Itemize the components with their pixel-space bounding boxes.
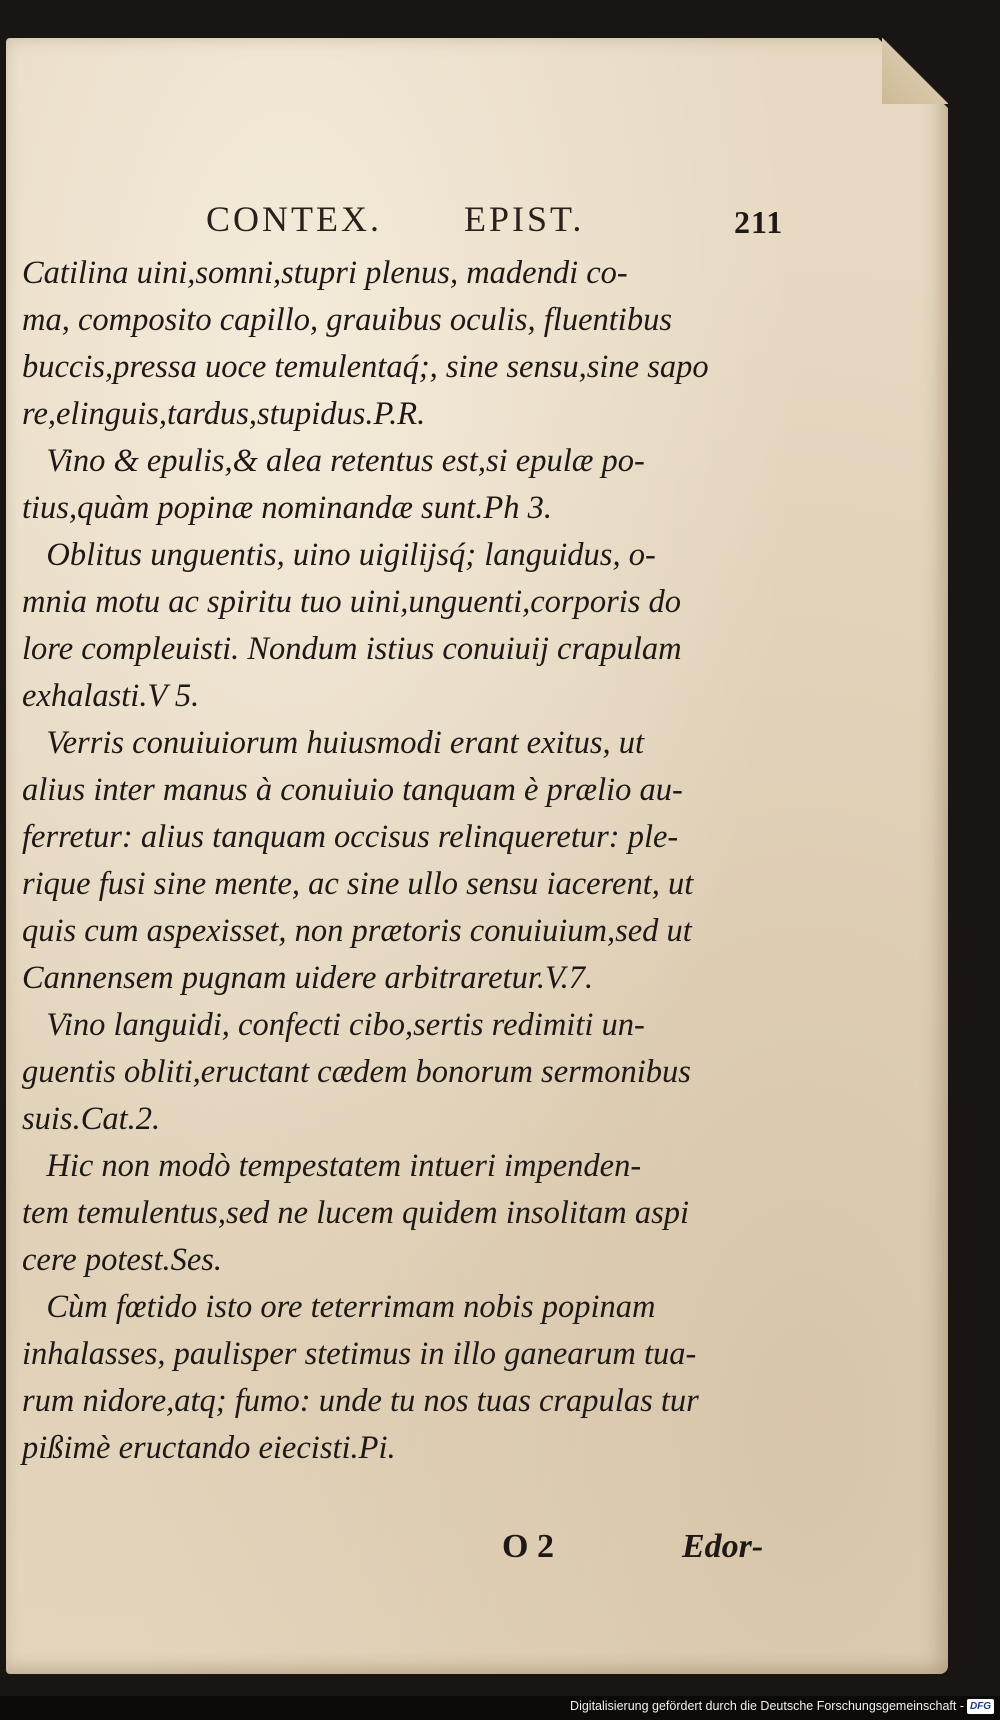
text-line: Vino & epulis,& alea retentus est,si epulæ po-	[22, 443, 645, 479]
running-head-left: CONTEX.	[206, 199, 382, 239]
dfg-logo: DFG	[967, 1699, 994, 1714]
text-line: Oblitus unguentis, uino uigilijsq́; languidus, o-	[22, 537, 656, 573]
text-line: Cùm fœtido isto ore teterrimam nobis popinam	[22, 1289, 656, 1325]
text-line: exhalasti.V 5.	[22, 678, 200, 714]
signature-mark: O 2	[502, 1528, 554, 1565]
body-text	[22, 250, 782, 1472]
text-line: suis.Cat.2.	[22, 1101, 161, 1137]
page-foot	[6, 1528, 786, 1578]
text-line: lore compleuisti. Nondum istius conuiuij crapulam	[22, 631, 682, 667]
page-number: 211	[734, 204, 784, 240]
text-line: tem temulentus,sed ne lucem quidem insolitam aspi	[22, 1195, 690, 1231]
text-line: Verris conuiuiorum huiusmodi erant exitus, ut	[22, 725, 644, 761]
running-head	[206, 198, 816, 246]
text-line: Catilina uini,somni,stupri plenus, madendi co-	[22, 255, 628, 291]
text-line: buccis,pressa uoce temulentaq́;, sine sensu,sine sapo	[22, 349, 709, 385]
text-line: Cannensem pugnam uidere arbitraretur.V.7.	[22, 960, 594, 996]
text-line: rique fusi sine mente, ac sine ullo sensu iacerent, ut	[22, 866, 694, 902]
text-line: pißimè eructando eiecisti.Pi.	[22, 1430, 396, 1466]
running-head-right: EPIST.	[464, 199, 585, 239]
text-line: ferretur: alius tanquam occisus relinqueretur: ple-	[22, 819, 679, 855]
text-line: Hic non modò tempestatem intueri impenden-	[22, 1148, 642, 1184]
text-line: quis cum aspexisset, non prætoris conuiuium,sed ut	[22, 913, 692, 949]
text-line: mnia motu ac spiritu tuo uini,unguenti,corporis do	[22, 584, 682, 620]
text-line: re,elinguis,tardus,stupidus.P.R.	[22, 396, 426, 432]
page-corner-fold	[882, 38, 948, 104]
text-line: tius,quàm popinæ nominandæ sunt.Ph 3.	[22, 490, 552, 526]
text-line: inhalasses, paulisper stetimus in illo ganearum tua-	[22, 1336, 697, 1372]
text-line: Vino languidi, confecti cibo,sertis redimiti un-	[22, 1007, 645, 1043]
text-line: rum nidore,atq; fumo: unde tu nos tuas crapulas tur	[22, 1383, 699, 1419]
funding-credit: Digitalisierung gefördert durch die Deutsche Forschungsgemeinschaft -	[570, 1699, 964, 1713]
book-page	[6, 38, 948, 1674]
text-line: guentis obliti,eructant cædem bonorum sermonibus	[22, 1054, 691, 1090]
text-line: ma, composito capillo, grauibus oculis, fluentibus	[22, 302, 672, 338]
text-line: cere potest.Ses.	[22, 1242, 223, 1278]
text-line: alius inter manus à conuiuio tanquam è prælio au-	[22, 772, 683, 808]
catchword: Edor-	[682, 1528, 764, 1565]
